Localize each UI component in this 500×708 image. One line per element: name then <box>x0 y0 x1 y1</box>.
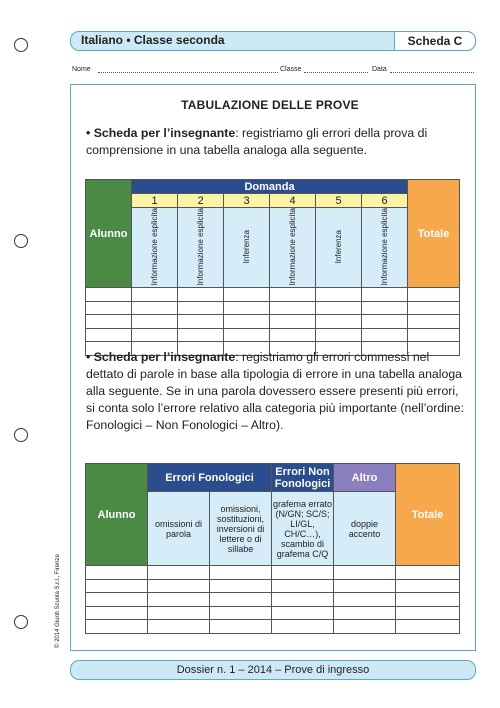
section2-body: : registriamo gli errori commessi nel dettato di parole in base alla tipologia di errore in una tabella analoga alla seguente. Se in una parola dovessero essere presenti più errori, si conta solo l’errore relativo alla categoria più importante (nell’ordine: Fonologici – Non Fonologici – Altro). <box>86 350 464 432</box>
table-cell[interactable] <box>396 579 460 593</box>
table-cell[interactable] <box>334 620 396 634</box>
table-cell[interactable] <box>148 579 210 593</box>
table-cell[interactable] <box>408 315 460 329</box>
dictation-table <box>85 463 460 634</box>
section2-text <box>86 349 466 434</box>
table-cell[interactable] <box>86 620 148 634</box>
table-cell[interactable] <box>86 606 148 620</box>
question-number: 3 <box>224 194 270 208</box>
binder-hole <box>14 38 28 52</box>
table-cell[interactable] <box>86 579 148 593</box>
table-cell[interactable] <box>362 315 408 329</box>
table-cell[interactable] <box>224 315 270 329</box>
table-cell[interactable] <box>362 328 408 342</box>
question-number: 4 <box>270 194 316 208</box>
totale-header: Totale <box>408 180 460 288</box>
table-row <box>86 579 460 593</box>
page-footer: Dossier n. 1 – 2014 – Prove di ingresso <box>70 660 476 680</box>
table-cell[interactable] <box>210 620 272 634</box>
table-cell[interactable] <box>148 606 210 620</box>
date-label: Data <box>372 66 387 73</box>
table-cell[interactable] <box>86 315 132 329</box>
table-cell[interactable] <box>132 328 178 342</box>
question-number: 2 <box>178 194 224 208</box>
section1-text <box>86 125 466 159</box>
fonologici-header: Errori Fonologici <box>148 464 272 492</box>
question-type: Informazione esplicita <box>270 208 316 288</box>
table-cell[interactable] <box>270 315 316 329</box>
binder-hole <box>14 428 28 442</box>
table-cell[interactable] <box>86 328 132 342</box>
table-cell[interactable] <box>270 288 316 302</box>
table-cell[interactable] <box>316 328 362 342</box>
table-cell[interactable] <box>272 606 334 620</box>
binder-hole <box>14 234 28 248</box>
table-cell[interactable] <box>334 593 396 607</box>
table-cell[interactable] <box>396 606 460 620</box>
table-cell[interactable] <box>178 328 224 342</box>
question-number: 1 <box>132 194 178 208</box>
table-cell[interactable] <box>210 593 272 607</box>
question-type: Informazione esplicita <box>178 208 224 288</box>
table-cell[interactable] <box>224 301 270 315</box>
question-type: Informazione esplicita <box>362 208 408 288</box>
nonfonologici-header: Errori Non Fonologici <box>272 464 334 492</box>
table-cell[interactable] <box>132 315 178 329</box>
table-cell[interactable] <box>334 606 396 620</box>
class-label: Classe <box>280 66 302 73</box>
table-cell[interactable] <box>86 566 148 580</box>
table-cell[interactable] <box>86 593 148 607</box>
table-row <box>86 566 460 580</box>
table-cell[interactable] <box>362 301 408 315</box>
question-type: Inferenza <box>224 208 270 288</box>
table-row <box>86 606 460 620</box>
binder-hole <box>14 615 28 629</box>
error-type: omissioni di parola <box>148 492 210 566</box>
class-line <box>304 71 368 73</box>
table-row <box>86 288 460 302</box>
page-title: TABULAZIONE DELLE PROVE <box>181 98 359 112</box>
copyright-note: © 2014 Giunti Scuola S.r.l., Firenze <box>55 554 61 648</box>
question-type: Inferenza <box>316 208 362 288</box>
table-cell[interactable] <box>316 288 362 302</box>
section1-body: : registriamo gli errori della prova di comprensione in una tabella analoga alla seguente. <box>86 126 428 157</box>
name-label: Nome <box>72 66 91 73</box>
name-line <box>98 71 278 73</box>
section2-lead: • Scheda per l’insegnante <box>86 350 236 364</box>
page-header <box>70 31 476 51</box>
table-cell[interactable] <box>178 315 224 329</box>
table-cell[interactable] <box>272 579 334 593</box>
domanda-header: Domanda <box>132 180 408 194</box>
table-cell[interactable] <box>86 301 132 315</box>
table-cell[interactable] <box>396 566 460 580</box>
question-number: 6 <box>362 194 408 208</box>
table-cell[interactable] <box>148 593 210 607</box>
table-cell[interactable] <box>270 301 316 315</box>
error-type: doppie accento <box>334 492 396 566</box>
date-line <box>390 71 474 73</box>
table-cell[interactable] <box>362 288 408 302</box>
table-cell[interactable] <box>334 566 396 580</box>
table-row <box>86 315 460 329</box>
table-cell[interactable] <box>178 301 224 315</box>
header-subject: Italiano • Classe seconda <box>81 33 225 47</box>
table-cell[interactable] <box>396 620 460 634</box>
table-cell[interactable] <box>210 606 272 620</box>
table-cell[interactable] <box>408 328 460 342</box>
table-cell[interactable] <box>148 620 210 634</box>
table-cell[interactable] <box>408 288 460 302</box>
table-cell[interactable] <box>396 593 460 607</box>
table-cell[interactable] <box>334 579 396 593</box>
section1-lead: • Scheda per l’insegnante <box>86 126 236 140</box>
table-cell[interactable] <box>132 288 178 302</box>
error-type: grafema errato (N/GN; SC/S; LI/GL, CH/C…), scambio di grafema C/Q <box>272 492 334 566</box>
altro-header: Altro <box>334 464 396 492</box>
alunno-header: Alunno <box>86 464 148 566</box>
comprehension-table <box>85 179 460 356</box>
table-cell[interactable] <box>132 301 178 315</box>
table-cell[interactable] <box>316 315 362 329</box>
question-number: 5 <box>316 194 362 208</box>
table-cell[interactable] <box>408 301 460 315</box>
table-cell[interactable] <box>272 620 334 634</box>
table-cell[interactable] <box>148 566 210 580</box>
table-cell[interactable] <box>272 593 334 607</box>
table-cell[interactable] <box>224 328 270 342</box>
totale-header: Totale <box>396 464 460 566</box>
table-cell[interactable] <box>316 301 362 315</box>
header-tag: Scheda C <box>394 31 476 51</box>
table-cell[interactable] <box>210 579 272 593</box>
table-cell[interactable] <box>272 566 334 580</box>
error-type: omissioni, sostituzioni, inversioni di lettere o di sillabe <box>210 492 272 566</box>
table-row <box>86 620 460 634</box>
table-row <box>86 301 460 315</box>
table-cell[interactable] <box>210 566 272 580</box>
table-cell[interactable] <box>178 288 224 302</box>
table-cell[interactable] <box>86 288 132 302</box>
table-cell[interactable] <box>270 328 316 342</box>
table-cell[interactable] <box>224 288 270 302</box>
table-row <box>86 593 460 607</box>
question-type: Informazione esplicita <box>132 208 178 288</box>
alunno-header: Alunno <box>86 180 132 288</box>
table-row <box>86 328 460 342</box>
